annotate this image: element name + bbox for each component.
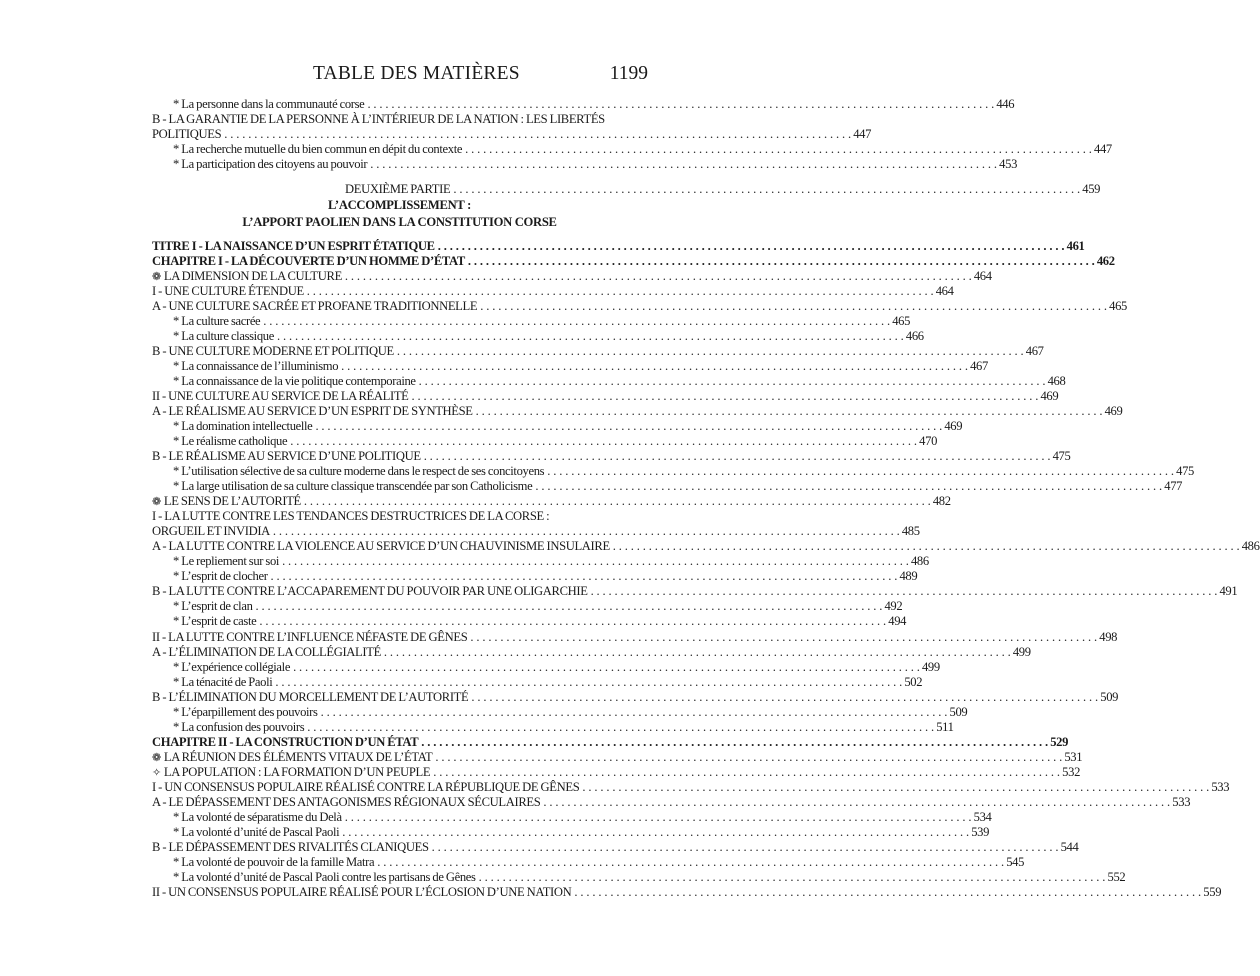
dot-leader [384, 645, 1011, 660]
toc-entry[interactable] [152, 839, 1079, 855]
toc-entry-label [152, 112, 605, 127]
toc-entry-text: II - UN CONSENSUS POPULAIRE RÉALISÉ POUR L’ÉCLOSION D’UNE NATION [152, 884, 572, 899]
dot-leader [345, 269, 972, 284]
toc-entry-label [152, 524, 270, 539]
dot-leader [535, 479, 1162, 494]
dot-leader [435, 750, 1062, 765]
dot-leader [574, 885, 1201, 900]
toc-entry-page: 492 [884, 599, 903, 614]
toc-entry-label [152, 780, 579, 795]
toc-entry-text: II - UNE CULTURE AU SERVICE DE LA RÉALITÉ [152, 389, 409, 404]
toc-entry-label [152, 449, 421, 464]
toc-entry-text: * La volonté de séparatisme du Delà [173, 809, 342, 824]
toc-entry-text: * Le repliement sur soi [173, 554, 280, 569]
toc-entry[interactable] [152, 434, 938, 449]
toc-entry-text: A - LA LUTTE CONTRE LA VIOLENCE AU SERVICE D’UN CHAUVINISME INSULAIRE [152, 539, 610, 554]
toc-entry-page: 486 [910, 554, 929, 569]
toc-entry-text: LE SENS DE L’AUTORITÉ [163, 494, 301, 509]
dot-leader [476, 404, 1103, 419]
toc-entry-page: 498 [1099, 629, 1118, 644]
toc-entry-label [173, 660, 290, 675]
toc-entry-text: B - LE DÉPASSEMENT DES RIVALITÉS CLANIQUES [152, 839, 429, 854]
toc-entry-page: 486 [1241, 539, 1260, 554]
toc-entry-page: 511 [936, 719, 954, 734]
toc-entry-page: 499 [921, 659, 940, 674]
dot-leader [412, 389, 1039, 404]
dot-leader [582, 780, 1209, 795]
toc-entry-label [173, 97, 364, 112]
toc-entry[interactable] [152, 157, 1018, 172]
toc-entry-text: * La large utilisation de sa culture classique transcendée par son Catholicisme [173, 479, 533, 494]
toc-entry-text: * La volonté de pouvoir de la famille Matra [173, 854, 375, 869]
toc-entry-label [173, 569, 268, 584]
toc-entry-label [173, 705, 318, 720]
dot-leader [468, 254, 1095, 269]
dot-leader [547, 464, 1174, 479]
toc-entry-text: * L’esprit de clan [173, 599, 253, 614]
toc-entry-page: 499 [1012, 644, 1031, 659]
dot-leader [433, 765, 1060, 780]
running-header [152, 62, 648, 86]
toc-entry-text: * La recherche mutuelle du bien commun en dépit du contexte [173, 142, 463, 157]
toc-entry-label [173, 855, 374, 870]
dot-leader [307, 284, 934, 299]
toc-entry-page: 477 [1164, 479, 1183, 494]
dot-leader [307, 720, 934, 735]
toc-entry[interactable] [152, 404, 1123, 419]
dot-leader [453, 182, 1080, 197]
toc-entry-label [152, 509, 549, 524]
dot-leader [367, 97, 994, 112]
dot-leader [290, 434, 917, 449]
toc-entry-text: LA DIMENSION DE LA CULTURE [163, 269, 342, 284]
toc-entry[interactable] [152, 719, 954, 735]
toc-entry[interactable] [152, 359, 988, 374]
dot-leader [370, 157, 997, 172]
dot-leader [471, 690, 1098, 705]
dot-leader [304, 494, 931, 509]
toc-entry-page: 465 [1109, 299, 1127, 314]
toc-entry-text: * La domination intellectuelle [173, 419, 313, 434]
flower-ornament-icon: ❁ [152, 496, 161, 509]
toc-entry-text: I - UNE CULTURE ÉTENDUE [152, 284, 304, 299]
toc-entry[interactable] [152, 524, 920, 539]
toc-entry-page: 475 [1176, 464, 1194, 479]
dot-leader [480, 299, 1107, 314]
toc-entry-text: * La culture classique [173, 329, 274, 344]
dot-leader [275, 675, 902, 690]
toc-entry[interactable] [152, 569, 918, 584]
toc-entry-page: 447 [853, 127, 872, 142]
toc-entry-label [173, 614, 256, 629]
toc-entry-text: * La personne dans la communauté corse [173, 97, 365, 111]
toc-entry[interactable] [152, 614, 907, 629]
toc-entry-text: * L’éparpillement des pouvoirs [173, 704, 318, 719]
dot-leader [421, 735, 1048, 750]
toc-entry[interactable] [152, 779, 1230, 795]
toc-entry-label [152, 735, 418, 750]
toc-entry-label [173, 870, 476, 885]
toc-entry[interactable] [152, 764, 1081, 780]
toc-entry[interactable] [152, 142, 1112, 157]
toc-entry[interactable] [152, 419, 963, 434]
toc-entry-label [152, 494, 301, 510]
toc-entry[interactable] [152, 254, 1115, 269]
toc-entry-label [152, 630, 467, 645]
toc-entry-label [173, 359, 338, 374]
toc-entry[interactable] [152, 584, 1238, 599]
toc-entry-text: * La connaissance de la vie politique contemporaine [173, 374, 416, 389]
spacer [152, 172, 647, 182]
part-title-line-2: L’APPORT PAOLIEN DANS LA CONSTITUTION CORSE [242, 214, 557, 229]
toc-entry-page: 545 [1006, 854, 1025, 869]
dot-leader [397, 344, 1024, 359]
toc-entry-page: 453 [999, 157, 1018, 172]
toc-entry-label [152, 690, 468, 705]
toc-entry-page: 464 [935, 284, 954, 299]
toc-entry-page: 466 [905, 329, 924, 344]
toc-entry[interactable] [152, 269, 992, 284]
table-of-contents [152, 97, 1260, 900]
dot-leader [432, 840, 1059, 855]
toc-entry-page: 539 [971, 824, 990, 839]
toc-entry-label [173, 464, 544, 479]
toc-entry-label [152, 404, 473, 419]
toc-entry-text: B - UNE CULTURE MODERNE ET POLITIQUE [152, 344, 394, 359]
flower-ornament-icon: ❁ [152, 271, 161, 284]
page-number: 1199 [609, 63, 648, 84]
dot-leader [424, 449, 1051, 464]
toc-entry-text: A - L’ÉLIMINATION DE LA COLLÉGIALITÉ [152, 644, 381, 659]
toc-entry-text: * La volonté d’unité de Pascal Paoli contre les partisans de Gênes [173, 869, 476, 884]
toc-entry-text: * L’expérience collégiale [173, 659, 291, 674]
toc-entry[interactable] [152, 644, 1031, 660]
toc-entry[interactable] [152, 854, 1025, 870]
dot-leader [271, 569, 898, 584]
toc-entry[interactable] [152, 749, 1083, 765]
dot-leader [377, 855, 1004, 870]
toc-entry-text: * L’esprit de caste [173, 614, 257, 629]
toc-entry-page: 461 [1066, 239, 1085, 254]
dot-leader [256, 599, 883, 614]
toc-entry-label [152, 299, 477, 314]
toc-entry-label [173, 374, 416, 389]
toc-entry-page: 468 [1047, 374, 1066, 389]
toc-entry-page: 552 [1107, 869, 1126, 884]
toc-entry[interactable] [152, 599, 903, 614]
toc-entry-page: 494 [888, 614, 907, 629]
toc-entry-label [173, 810, 342, 825]
dot-leader [282, 554, 909, 569]
toc-entry-text: B - LE RÉALISME AU SERVICE D’UNE POLITIQUE [152, 449, 421, 464]
toc-entry[interactable] [152, 239, 1085, 254]
toc-entry-page: 529 [1050, 734, 1069, 749]
flower-ornament-icon: ❁ [152, 751, 161, 764]
toc-entry-page: 533 [1172, 794, 1191, 809]
toc-entry[interactable] [152, 299, 1127, 314]
toc-entry-page: 462 [1096, 254, 1115, 269]
toc-entry-label [152, 269, 342, 285]
toc-entry-text: * L’utilisation sélective de sa culture moderne dans le respect de ses concitoyens [173, 464, 545, 479]
toc-entry[interactable] [152, 314, 911, 329]
toc-entry[interactable] [152, 629, 1118, 645]
toc-entry-page: 464 [973, 269, 992, 284]
toc-entry-label [152, 795, 540, 810]
toc-entry-label [173, 419, 312, 434]
toc-entry[interactable] [152, 127, 872, 142]
toc-entry-page: 447 [1094, 142, 1112, 157]
toc-entry-page: 502 [904, 674, 923, 689]
toc-entry-page: 469 [1040, 389, 1059, 404]
toc-entry[interactable] [152, 869, 1126, 885]
dot-leader [341, 359, 968, 374]
toc-entry[interactable] [152, 809, 992, 825]
toc-entry-page: 465 [892, 314, 911, 329]
dot-leader [465, 142, 1092, 157]
toc-entry[interactable] [152, 479, 1183, 494]
toc-entry-page: 533 [1211, 779, 1230, 794]
toc-entry-text: POLITIQUES [152, 127, 222, 142]
dot-leader [543, 795, 1170, 810]
toc-part-entry[interactable] [152, 182, 1101, 197]
dot-leader [263, 314, 890, 329]
toc-section-main [152, 239, 1260, 900]
toc-entry-text: ORGUEIL ET INVIDIA [152, 524, 270, 539]
toc-entry[interactable] [152, 884, 1222, 900]
dot-leader [613, 539, 1240, 554]
toc-entry-text: II - LA LUTTE CONTRE L’INFLUENCE NÉFASTE DE GÊNES [152, 629, 468, 644]
toc-entry[interactable] [152, 112, 647, 127]
toc-entry[interactable] [152, 689, 1119, 705]
toc-entry-page: 446 [996, 97, 1015, 111]
toc-entry[interactable] [152, 734, 1069, 750]
dot-leader [591, 584, 1218, 599]
dot-leader [224, 127, 851, 142]
toc-entry-text: A - LE DÉPASSEMENT DES ANTAGONISMES RÉGIONAUX SÉCULAIRES [152, 794, 541, 809]
dot-leader [438, 239, 1065, 254]
running-header-title: TABLE DES MATIÈRES [313, 63, 520, 84]
spacer [152, 230, 647, 239]
toc-entry-label [173, 157, 367, 172]
dot-leader [342, 825, 969, 840]
toc-entry-label [173, 825, 339, 840]
toc-entry-page: 467 [970, 359, 988, 374]
toc-entry-label [152, 885, 571, 900]
toc-entry-label [152, 750, 432, 766]
toc-entry-label [173, 675, 272, 690]
toc-entry[interactable] [152, 794, 1191, 810]
toc-entry[interactable] [152, 509, 647, 524]
dot-leader [419, 374, 1046, 389]
toc-entry[interactable] [152, 344, 1044, 359]
toc-section-top [152, 97, 1112, 172]
toc-entry-text: I - LA LUTTE CONTRE LES TENDANCES DESTRUCTRICES DE LA CORSE : [152, 509, 550, 524]
toc-entry-label [152, 344, 394, 359]
toc-entry-label [173, 599, 253, 614]
toc-entry-text: * La ténacité de Paoli [173, 674, 273, 689]
toc-entry[interactable] [152, 97, 1015, 112]
toc-entry-label [152, 645, 381, 660]
toc-entry-label [152, 239, 435, 254]
toc-entry-label [173, 329, 274, 344]
toc-entry-label [152, 254, 465, 269]
toc-entry-text: * Le réalisme catholique [173, 434, 288, 449]
dot-leader [315, 419, 942, 434]
toc-entry[interactable] [152, 674, 923, 690]
toc-entry-label [152, 840, 429, 855]
toc-entry-text: I - UN CONSENSUS POPULAIRE RÉALISÉ CONTRE LA RÉPUBLIQUE DE GÊNES [152, 779, 580, 794]
toc-entry[interactable] [152, 659, 940, 675]
toc-entry-page: 559 [1203, 884, 1222, 899]
toc-entry-label [152, 389, 409, 404]
toc-entry-text: LA POPULATION : LA FORMATION D’UN PEUPLE [163, 764, 431, 779]
toc-entry-label [152, 584, 588, 599]
toc-entry-text: * La culture sacrée [173, 314, 261, 329]
toc-entry-text: A - UNE CULTURE SACRÉE ET PROFANE TRADITIONNELLE [152, 299, 478, 314]
toc-entry[interactable] [152, 494, 951, 509]
toc-entry-page: 544 [1060, 839, 1079, 854]
toc-entry-text: * La connaissance de l’illuminismo [173, 359, 339, 374]
toc-entry-text: * La participation des citoyens au pouvoir [173, 157, 368, 172]
toc-entry-text: B - LA LUTTE CONTRE L’ACCAPAREMENT DU POUVOIR PAR UNE OLIGARCHIE [152, 584, 588, 599]
toc-entry-page: 489 [899, 569, 918, 584]
toc-entry-label [173, 314, 260, 329]
toc-entry-label [173, 434, 287, 449]
toc-entry-page: 485 [901, 524, 920, 539]
toc-entry-page: 509 [949, 704, 968, 719]
toc-entry[interactable] [152, 449, 1071, 464]
toc-entry[interactable] [152, 704, 968, 720]
toc-entry-label [173, 479, 532, 494]
toc-entry-page: 459 [1082, 182, 1101, 197]
toc-entry[interactable] [152, 824, 990, 840]
star-ornament-icon: ✧ [152, 766, 161, 779]
toc-entry[interactable] [152, 284, 954, 299]
toc-entry-page: 469 [944, 419, 963, 434]
toc-entry-text: B - LA GARANTIE DE LA PERSONNE À L’INTÉRIEUR DE LA NATION : LES LIBERTÉS [152, 112, 605, 127]
dot-leader [470, 630, 1097, 645]
toc-entry-page: 531 [1064, 749, 1083, 764]
toc-entry-label [152, 765, 430, 781]
toc-entry[interactable] [152, 464, 1194, 479]
dot-leader [479, 870, 1106, 885]
part-title-line-1: L’ACCOMPLISSEMENT : [327, 198, 471, 213]
toc-entry-text: CHAPITRE II - LA CONSTRUCTION D’UN ÉTAT [152, 734, 419, 749]
dot-leader [273, 524, 900, 539]
toc-entry-label [173, 720, 304, 735]
toc-entry-label [173, 142, 462, 157]
toc-entry-text: B - L’ÉLIMINATION DU MORCELLEMENT DE L’AUTORITÉ [152, 689, 469, 704]
toc-entry-label [152, 284, 304, 299]
dot-leader [259, 614, 886, 629]
dot-leader [277, 329, 904, 344]
toc-entry-label [152, 539, 610, 554]
toc-entry-page: 482 [932, 494, 951, 509]
toc-entry-page: 469 [1104, 404, 1123, 419]
toc-entry[interactable] [152, 389, 1059, 404]
toc-entry[interactable] [152, 554, 929, 569]
toc-entry-page: 470 [919, 434, 938, 449]
toc-entry[interactable] [152, 374, 1066, 389]
dot-leader [321, 705, 948, 720]
toc-entry-text: CHAPITRE I - LA DÉCOUVERTE D’UN HOMME D’ÉTAT [152, 254, 465, 269]
toc-entry-page: 475 [1052, 449, 1071, 464]
toc-entry[interactable] [152, 329, 924, 344]
toc-entry-text: * La volonté d’unité de Pascal Paoli [173, 824, 340, 839]
toc-entry-page: 467 [1025, 344, 1044, 359]
toc-entry-label [173, 554, 279, 569]
toc-entry-text: TITRE I - LA NAISSANCE D’UN ESPRIT ÉTATIQUE [152, 239, 435, 254]
toc-entry-page: 509 [1100, 689, 1119, 704]
toc-entry-page: 532 [1062, 764, 1081, 779]
dot-leader [293, 660, 920, 675]
toc-entry-text: A - LE RÉALISME AU SERVICE D’UN ESPRIT DE SYNTHÈSE [152, 404, 473, 419]
toc-entry-text: * La confusion des pouvoirs [173, 719, 305, 734]
toc-entry-page: 491 [1219, 584, 1238, 599]
toc-entry-text: * L’esprit de clocher [173, 569, 268, 584]
dot-leader [345, 810, 972, 825]
toc-entry-label [152, 127, 221, 142]
toc-entry-page: 534 [973, 809, 992, 824]
toc-entry-label: DEUXIÈME PARTIE [345, 182, 451, 197]
toc-entry[interactable] [152, 539, 1260, 554]
toc-entry-text: LA RÉUNION DES ÉLÉMENTS VITAUX DE L’ÉTAT [163, 749, 433, 764]
